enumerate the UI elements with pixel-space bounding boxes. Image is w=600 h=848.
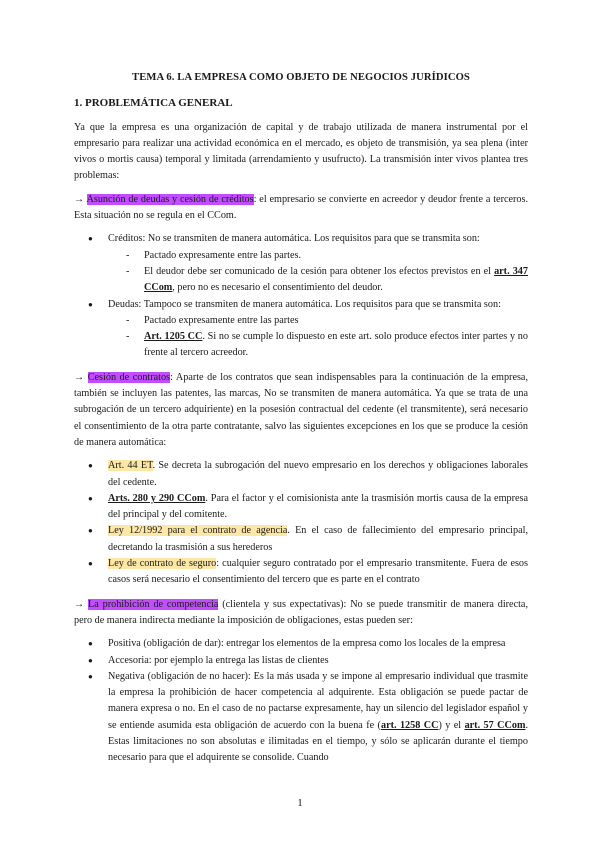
arrow-glyph: → bbox=[74, 598, 85, 610]
asuncion-text: : el empresario se convierte en acreedor y deudor frente a terceros. Esta situación no se regula en el CCom. bbox=[74, 193, 529, 222]
sub-item-text: , pero no es necesario el consentimiento del deudor. bbox=[172, 282, 383, 294]
deudas-text: Deudas: Tampoco se transmiten de manera automática. Los requisitos para que se transmita son: bbox=[108, 298, 501, 310]
creditos-text: Créditos: No se transmiten de manera automática. Los requisitos para que se transmita son: bbox=[108, 233, 480, 245]
list-item-text: . Estas limitaciones no son absolutas e ilimitadas en el tiempo, y sólo se aplicarán durante el tiempo necesario para que el adquirente se consolide. Cuando bbox=[108, 719, 528, 764]
prohibicion-paragraph bbox=[74, 597, 528, 630]
highlight-asuncion: Asunción de deudas y cesión de créditos bbox=[86, 193, 254, 205]
asuncion-list bbox=[74, 231, 528, 361]
legal-ref: Ley 12/1992 para el contrato de agencia bbox=[108, 525, 288, 537]
list-item-negativa bbox=[74, 669, 528, 767]
list-item-text: . Se decreta la subrogación del nuevo empresario en los derechos y obligaciones laborales del cedente. bbox=[108, 460, 528, 488]
legal-ref: Art. 1205 CC bbox=[144, 331, 203, 343]
deudas-sublist bbox=[108, 313, 528, 362]
arrow-glyph: → bbox=[74, 193, 85, 205]
creditos-sublist bbox=[108, 248, 528, 297]
list-item-creditos bbox=[74, 231, 528, 296]
list-item-text: Negativa (obligación de no hacer): Es la más usada y se impone al empresario individual que trasmite la empresa la prohibición de hacer competencia al adquirente. Esta obligación se puede pactar de manera expresa o no. En el caso de no pactarse expresamente, hay un silencio del legislador español y se entiende asumida esta obligación de acuerdo con la buena fe ( bbox=[108, 670, 528, 731]
legal-ref: Art. 44 ET bbox=[108, 460, 153, 472]
legal-ref: Arts. 280 y 290 CCom bbox=[108, 492, 206, 504]
list-item-deudas bbox=[74, 297, 528, 362]
arrow-glyph: → bbox=[74, 371, 85, 383]
document-page bbox=[74, 70, 528, 775]
section-heading: 1. PROBLEMÁTICA GENERAL bbox=[74, 97, 233, 110]
highlight-prohibicion: La prohibición de competencia bbox=[88, 598, 219, 610]
sub-item: - Pactado expresamente entre las partes bbox=[108, 313, 528, 329]
legal-ref: Ley de contrato de seguro bbox=[108, 558, 217, 570]
sub-item: - Pactado expresamente entre las partes. bbox=[108, 248, 528, 264]
list-item bbox=[74, 556, 528, 589]
asuncion-paragraph bbox=[74, 192, 528, 225]
cesion-text: : Aparte de los contratos que sean indispensables para la continuación de la empresa, también se incluyen las patentes, las marcas, No se transmiten de manera automática. Ya que se trata de una subrogación de un tercero adquiriente) en la posesión contractual del cedente (el transmitente), será necesario el consentimiento de la otra parte contratante, salvo las siguientes excepciones en los que se produce la cesión de manera automática: bbox=[74, 371, 528, 448]
legal-ref: art. 1258 CC bbox=[380, 719, 439, 731]
list-item-positiva: ● Positiva (obligación de dar): entregar los elementos de la empresa como los locales de la empresa bbox=[74, 636, 528, 652]
document-title: TEMA 6. LA EMPRESA COMO OBJETO DE NEGOCIOS JURÍDICOS bbox=[132, 72, 470, 83]
cesion-paragraph bbox=[74, 370, 528, 451]
prohibicion-text: (clientela y sus expectativas): No se puede transmitir de manera directa, pero de manera indirecta mediante la imposición de obligaciones, estas pueden ser: bbox=[74, 598, 528, 626]
list-item bbox=[74, 458, 528, 491]
cesion-list bbox=[74, 458, 528, 588]
intro-paragraph: Ya que la empresa es una organización de capital y de trabajo utilizada de manera instrumental por el empresario para realizar una actividad económica en el mercado, es objeto de transmisión, ya sea plena (inter vivos o mortis causa) temporal y limitada (arrendamiento y usufructo). La transmisión inter vivos plantea tres problemas: bbox=[74, 121, 528, 182]
list-item-text: ) y el bbox=[438, 719, 465, 731]
sub-item-text: . Si no se cumple lo dispuesto en este art. solo produce efectos inter partes y no frente al tercero acreedor. bbox=[144, 331, 528, 359]
legal-ref: art. 347 CCom bbox=[144, 265, 528, 294]
list-item-text: . En el caso de fallecimiento del empresario principal, decretando la trasmisión a sus herederos bbox=[108, 525, 528, 553]
sub-item bbox=[108, 264, 528, 297]
sub-item bbox=[108, 329, 528, 362]
sub-item-text: El deudor debe ser comunicado de la cesión para obtener los efectos previstos en el bbox=[144, 265, 495, 277]
page-number: 1 bbox=[297, 797, 303, 809]
list-item bbox=[74, 491, 528, 524]
list-item-text: : cualquier seguro contratado por el empresario transmitente. Fuera de esos casos será necesario el consentimiento del tercero que es parte en el contrato bbox=[108, 558, 528, 586]
legal-ref: art. 57 CCom bbox=[464, 719, 526, 731]
list-item-accesoria: ● Accesoria: por ejemplo la entrega las listas de clientes bbox=[74, 653, 528, 669]
highlight-cesion: Cesión de contratos bbox=[87, 371, 171, 383]
prohibicion-list bbox=[74, 636, 528, 766]
list-item bbox=[74, 523, 528, 556]
list-item-text: . Para el factor y el comisionista ante la trasmisión mortis causa de la empresa del principal y del comitente. bbox=[108, 492, 528, 521]
